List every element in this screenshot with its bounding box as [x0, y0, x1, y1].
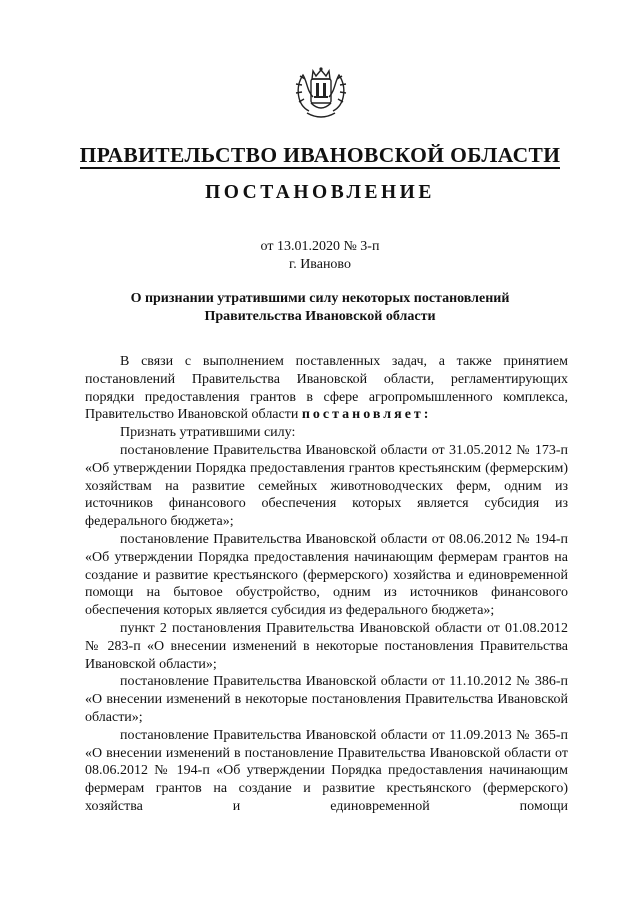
list-item: постановление Правительства Ивановской области от 11.09.2013 № 365-п «О внесении изменений в постановление Правительства Ивановской области от 08.06.2012 № 194-п «Об утверждении Порядка предоставления начинающим фермерам грантов на создание и развитие крестьянского (фермерского) хозяйства и единовременной помощи: [85, 727, 568, 814]
document-body: [85, 353, 568, 816]
list-item: постановление Правительства Ивановской области от 11.10.2012 № 386-п «О внесении изменений в некоторые постановления Правительства Ивановской области»;: [85, 674, 568, 725]
list-item: постановление Правительства Ивановской области от 08.06.2012 № 194-п «Об утверждении Порядка предоставления начинающим фермерам грантов на создание и развитие крестьянского (фермерского) хозяйства и единовременной помощи на бытовое обустройство, одним из источников финансового обеспечения которых является субсидия из федерального бюджета»;: [85, 531, 568, 619]
resolves-word: постановляет:: [301, 407, 432, 423]
government-name: ПРАВИТЕЛЬСТВО ИВАНОВСКОЙ ОБЛАСТИ: [79, 143, 561, 167]
recognize-paragraph: Признать утратившими силу:: [120, 425, 296, 441]
intro-paragraph: [85, 353, 568, 424]
list-item: постановление Правительства Ивановской области от 31.05.2012 № 173-п «Об утверждении Порядка предоставления грантов крестьянским (фермерским) хозяйствам на развитие семейных животноводческих ферм, одним из источников финансового обеспечения которых является субсидия из федерального бюджета»;: [85, 442, 568, 530]
list-item: пункт 2 постановления Правительства Ивановской области от 01.08.2012 № 283-п «О внесении изменений в некоторые постановления Правительства Ивановской области»;: [85, 620, 568, 672]
document-type: ПОСТАНОВЛЕНИЕ: [205, 182, 435, 203]
title-line-2: Правительства Ивановской области: [204, 309, 436, 324]
intro-text: В связи с выполнением поставленных задач, а также принятием постановлений Правительства Ивановской области, регламентирующих порядки предоставления грантов в сфере агропромышленного комплекса, Правительство Ивановской области: [85, 354, 568, 423]
date-number: от 13.01.2020 № 3-п: [260, 239, 380, 254]
coat-of-arms-icon: [289, 65, 353, 121]
title-line-1: О признании утратившими силу некоторых постановлений: [130, 291, 510, 306]
city: г. Иваново: [289, 257, 351, 272]
